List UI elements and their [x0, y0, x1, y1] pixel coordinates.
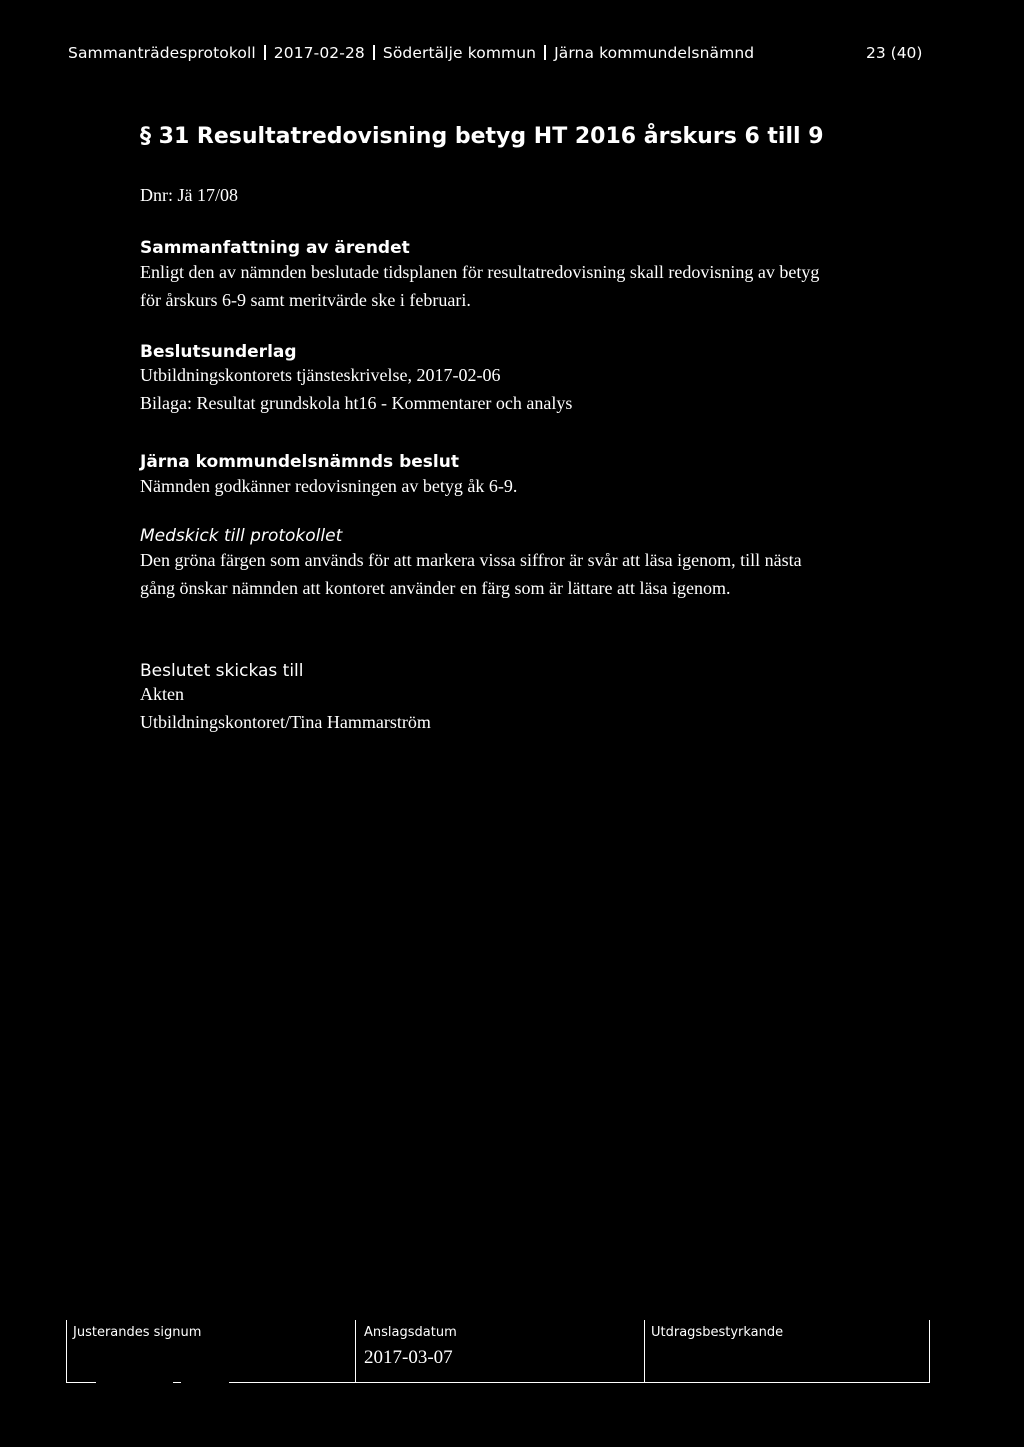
recipient: Utbildningskontoret/Tina Hammarström [140, 712, 431, 732]
certification-label: Utdragsbestyrkande [651, 1325, 784, 1340]
footer-divider [355, 1320, 356, 1382]
municipality: Södertälje kommun [382, 44, 537, 62]
sent-to-heading: Beslutet skickas till [140, 661, 304, 681]
summary-heading: Sammanfattning av ärendet [140, 238, 410, 258]
page-number: 23 (40) [866, 44, 923, 62]
recipient: Akten [140, 684, 184, 704]
separator [373, 45, 375, 60]
note-heading: Medskick till protokollet [140, 526, 343, 546]
separator [264, 45, 266, 60]
section-title: § 31 Resultatredovisning betyg HT 2016 årskurs 6 till 9 [140, 124, 824, 149]
basis-text [140, 361, 572, 417]
signature-label: Justerandes signum [73, 1325, 202, 1340]
separator [544, 45, 546, 60]
basis-line: Utbildningskontorets tjänsteskrivelse, 2017-02-06 [140, 365, 501, 385]
decision-text: Nämnden godkänner redovisningen av betyg åk 6-9. [140, 476, 518, 496]
note-line: Den gröna färgen som används för att markera vissa siffror är svår att läsa igenom, till nästa [140, 550, 802, 570]
decision-heading: Järna kommundelsnämnds beslut [140, 452, 459, 472]
posting-date: 2017-03-07 [364, 1347, 453, 1368]
meeting-date: 2017-02-28 [273, 44, 365, 62]
basis-heading: Beslutsunderlag [140, 342, 297, 362]
document-header [68, 44, 754, 62]
footer-divider [66, 1320, 67, 1382]
basis-line: Bilaga: Resultat grundskola ht16 - Kommentarer och analys [140, 393, 573, 413]
diary-number: Dnr: Jä 17/08 [140, 185, 238, 205]
summary-line: Enligt den av nämnden beslutade tidsplanen för resultatredovisning skall redovisning av betyg [140, 262, 820, 282]
footer-rule [173, 1382, 181, 1383]
posting-date-label: Anslagsdatum [364, 1325, 457, 1340]
recipient-list [140, 680, 431, 736]
footer-divider [929, 1320, 930, 1382]
board-name: Järna kommundelsnämnd [554, 44, 755, 62]
summary-text [140, 258, 819, 314]
doc-type: Sammanträdesprotokoll [68, 44, 256, 62]
summary-line: för årskurs 6-9 samt meritvärde ske i februari. [140, 290, 471, 310]
footer-rule [66, 1382, 96, 1383]
note-line: gång önskar nämnden att kontoret använder en färg som är lättare att läsa igenom. [140, 578, 731, 598]
footer-rule [229, 1382, 930, 1383]
footer-divider [644, 1320, 645, 1382]
note-text [140, 546, 802, 602]
